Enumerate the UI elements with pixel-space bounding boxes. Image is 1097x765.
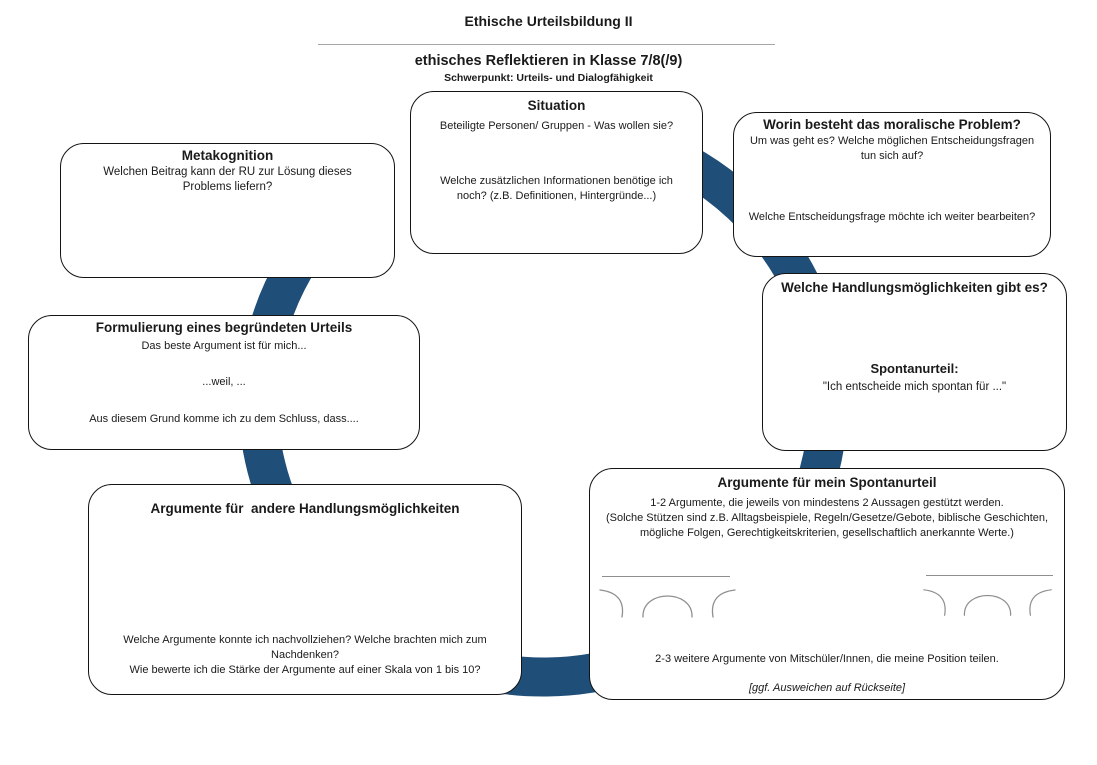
box-situation-question-2: Welche zusätzlichen Informationen benötige ich noch? (z.B. Definitionen, Hintergründe...) [440,175,673,202]
argumente-andere-question-1: Welche Argumente konnte ich nachvollziehen? Welche brachten mich zum Nachdenken? [123,634,487,661]
box-moral-problem [733,112,1051,257]
box-moral-problem-question-1: Um was geht es? Welche möglichen Entscheidungsfragen tun sich auf? [749,135,1035,162]
box-argumente-spontanurteil [589,468,1065,700]
box-moral-problem-question-2: Welche Entscheidungsfrage möchte ich weiter bearbeiten? [748,211,1036,223]
page-title: Ethische Urteilsbildung II [464,13,633,29]
argumente-andere-question-2: Wie bewerte ich die Stärke der Argumente auf einer Skala von 1 bis 10? [129,664,481,676]
box-metakognition-question: Welchen Beitrag kann der RU zur Lösung dieses Problems liefern? [103,166,352,194]
urteil-prompt-2: ...weil, ... [202,376,246,388]
box-argumente-andere [88,484,522,695]
argumente-hint-3: 2-3 weitere Argumente von Mitschüler/Innen, die meine Position teilen. [655,653,999,665]
box-moral-problem-title: Worin besteht das moralische Problem? [763,117,1021,132]
box-situation-question-1: Beteiligte Personen/ Gruppen - Was wollen sie? [439,120,674,132]
box-urteilsformulierung-title: Formulierung eines begründeten Urteils [95,320,353,335]
answer-line-left [602,576,730,577]
box-metakognition [60,143,395,278]
urteil-prompt-1: Das beste Argument ist für mich... [141,340,307,352]
box-argumente-andere-title: Argumente für andere Handlungsmöglichkeiten [150,501,460,516]
box-argumente-spontanurteil-title: Argumente für mein Spontanurteil [717,475,937,490]
page-subtitle: ethisches Reflektieren in Klasse 7/8(/9) [414,53,683,69]
box-situation-title: Situation [527,98,586,113]
box-urteilsformulierung [28,315,420,450]
argumente-hint-2: (Solche Stützen sind z.B. Alltagsbeispiele, Regeln/Gesetze/Gebote, biblische Geschichten, mögliche Folgen, Gerechtigkeitskriterien, gesellschaftlich anerkannte Werte.) [605,512,1049,539]
page-focus-label: Schwerpunkt: Urteils- und Dialogfähigkeit [444,72,653,84]
answer-line-right [926,575,1053,576]
spontanurteil-quote: "Ich entscheide mich spontan für ..." [822,381,1007,393]
scallop-arcs-right [922,585,1054,621]
box-handlungsmoeglichkeiten-title: Welche Handlungsmöglichkeiten gibt es? [781,280,1048,295]
spontanurteil-label: Spontanurteil: [870,361,959,376]
box-handlungsmoeglichkeiten [762,273,1067,451]
urteil-prompt-3: Aus diesem Grund komme ich zu dem Schluss, dass.... [89,413,359,425]
box-metakognition-title: Metakognition [181,148,274,163]
rueckseite-note: [ggf. Ausweichen auf Rückseite] [748,682,906,694]
title-divider [318,44,775,45]
argumente-hint-1: 1-2 Argumente, die jeweils von mindestens 2 Aussagen gestützt werden. [650,497,1004,509]
box-situation [410,91,703,254]
scallop-arcs-left [598,586,738,622]
